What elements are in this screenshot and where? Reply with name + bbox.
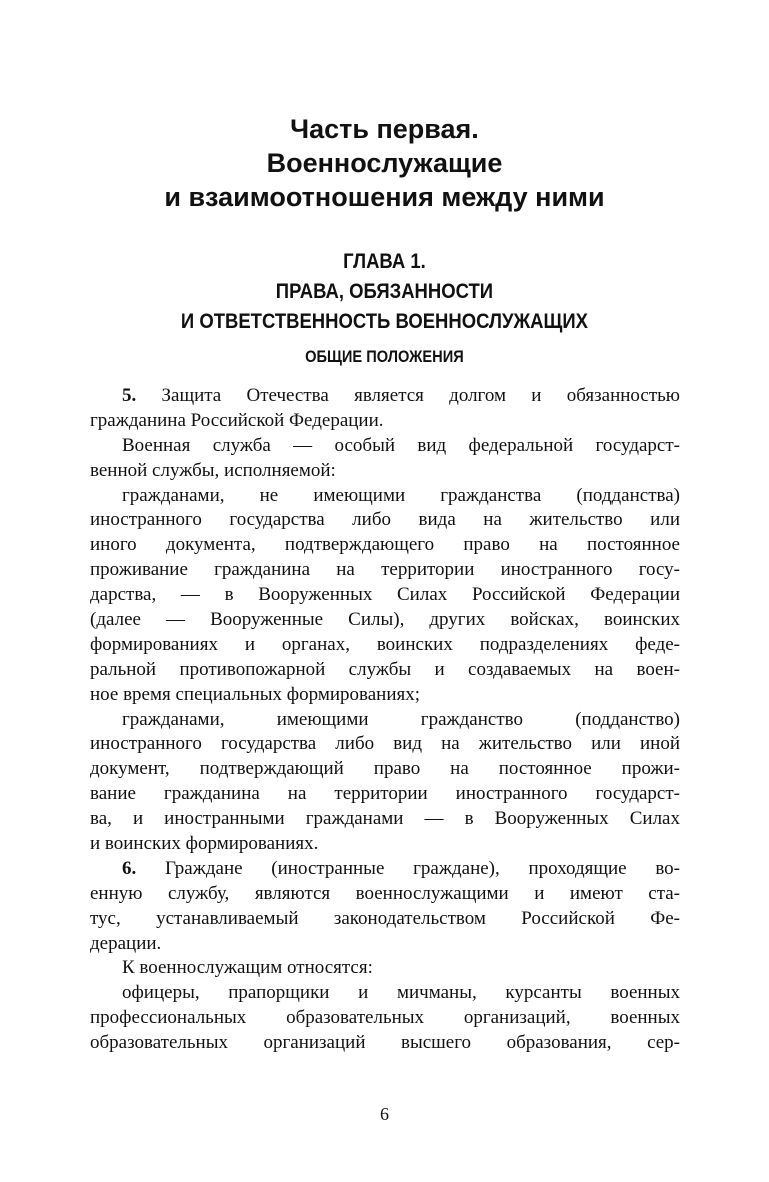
text-line: гражданина Российской Федерации.: [90, 409, 384, 431]
text-line: тус, устанавливаемый законодательством Российской Фе-: [90, 907, 680, 929]
text-line: ва, и иностранными гражданами — в Вооруженных Силах: [90, 808, 680, 830]
text-line: ральной противопожарной службы и создаваемых на воен-: [90, 658, 680, 680]
text-line: [90, 857, 680, 882]
text-line: Военная служба — особый вид федеральной государст-: [122, 434, 680, 456]
part-heading: [0, 112, 769, 214]
text-line: гражданами, не имеющими гражданства (подданства): [122, 484, 680, 506]
text-line: енную службу, являются военнослужащими и имеют ста-: [90, 882, 680, 904]
part-heading-line: Часть первая.: [290, 114, 479, 144]
text-line: документ, подтверждающий право на постоянное прожи-: [90, 758, 680, 780]
section-heading: ОБЩИЕ ПОЛОЖЕНИЯ: [305, 347, 464, 366]
part-heading-line: и взаимоотношения между ними: [164, 182, 605, 212]
body-text: [90, 384, 680, 1056]
text-line: (далее — Вооруженные Силы), других войсках, воинских: [90, 609, 680, 631]
text-line: иного документа, подтверждающего право на постоянное: [90, 534, 680, 556]
article-number: 6.: [122, 857, 137, 879]
text-line: формированиях и органах, воинских подразделениях феде-: [90, 633, 680, 655]
article-number: 5.: [122, 385, 137, 406]
text-line: вание гражданина на территории иностранного государст-: [90, 783, 680, 805]
text-line: образовательных организаций высшего образования, сер-: [90, 1032, 680, 1054]
chapter-heading: [46, 247, 723, 337]
text-line: офицеры, прапорщики и мичманы, курсанты военных: [122, 982, 680, 1004]
text-line: проживание гражданина на территории иностранного госу-: [90, 559, 680, 581]
text-line: К военнослужащим относятся:: [122, 957, 373, 979]
part-heading-line: Военнослужащие: [266, 148, 503, 178]
text-line: и воинских формированиях.: [90, 833, 319, 855]
text-line: [90, 384, 680, 409]
text-line: дерации.: [90, 932, 162, 954]
text-line: иностранного государства либо вида на жительство или: [90, 509, 680, 531]
text-line: иностранного государства либо вид на жительство или иной: [90, 733, 680, 755]
line-text: Граждане (иностранные граждане), проходящие во-: [136, 857, 680, 879]
line-text: Защита Отечества является долгом и обязанностью: [136, 385, 680, 406]
text-line: гражданами, имеющими гражданство (подданство): [122, 708, 680, 730]
text-line: профессиональных образовательных организаций, военных: [90, 1007, 680, 1029]
chapter-heading-line: ГЛАВА 1.: [343, 250, 426, 273]
text-line: венной службы, исполняемой:: [90, 459, 336, 481]
chapter-heading-line: ПРАВА, ОБЯЗАННОСТИ: [275, 280, 494, 303]
chapter-heading-line: И ОТВЕТСТВЕННОСТЬ ВОЕННОСЛУЖАЩИХ: [180, 310, 588, 333]
text-line: дарства, — в Вооруженных Силах Российской Федерации: [90, 584, 680, 606]
page-number: 6: [380, 1104, 389, 1124]
text-line: ное время специальных формированиях;: [90, 683, 421, 705]
